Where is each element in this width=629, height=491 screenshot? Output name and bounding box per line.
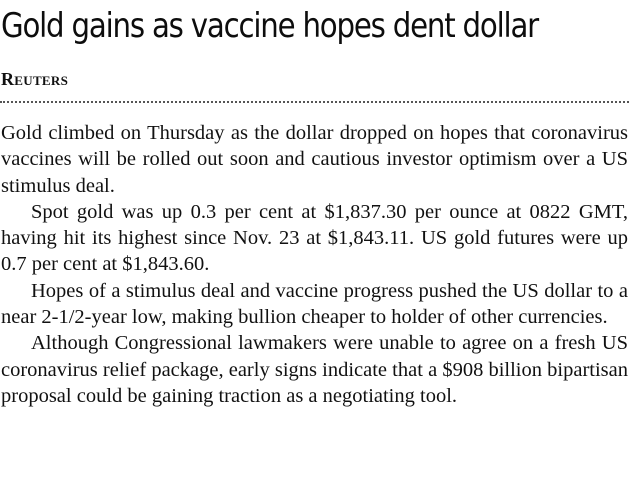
article-paragraph: Spot gold was up 0.3 per cent at $1,837.30 per ounce at 0822 GMT, having hit its highest since Nov. 23 at $1,843.11. US gold futures were up 0.7 per cent at $1,843.60. bbox=[1, 200, 628, 276]
dotted-divider bbox=[0, 101, 629, 103]
article-paragraph: Hopes of a stimulus deal and vaccine progress pushed the US dollar to a near 2-1/2-year low, making bullion cheaper to holder of other currencies. bbox=[1, 279, 628, 329]
article-headline: Gold gains as vaccine hopes dent dollar bbox=[1, 6, 538, 46]
article-paragraph: Although Congressional lawmakers were unable to agree on a fresh US coronavirus relief package, early signs indicate that a $908 billion bipartisan proposal could be gaining traction as a negotiating tool. bbox=[1, 332, 628, 407]
article-byline: Reuters bbox=[1, 69, 69, 89]
article-paragraph: Gold climbed on Thursday as the dollar dropped on hopes that coronavirus vaccines will be rolled out soon and cautious investor optimism over a US stimulus deal. bbox=[1, 122, 628, 197]
article-body bbox=[1, 120, 628, 409]
